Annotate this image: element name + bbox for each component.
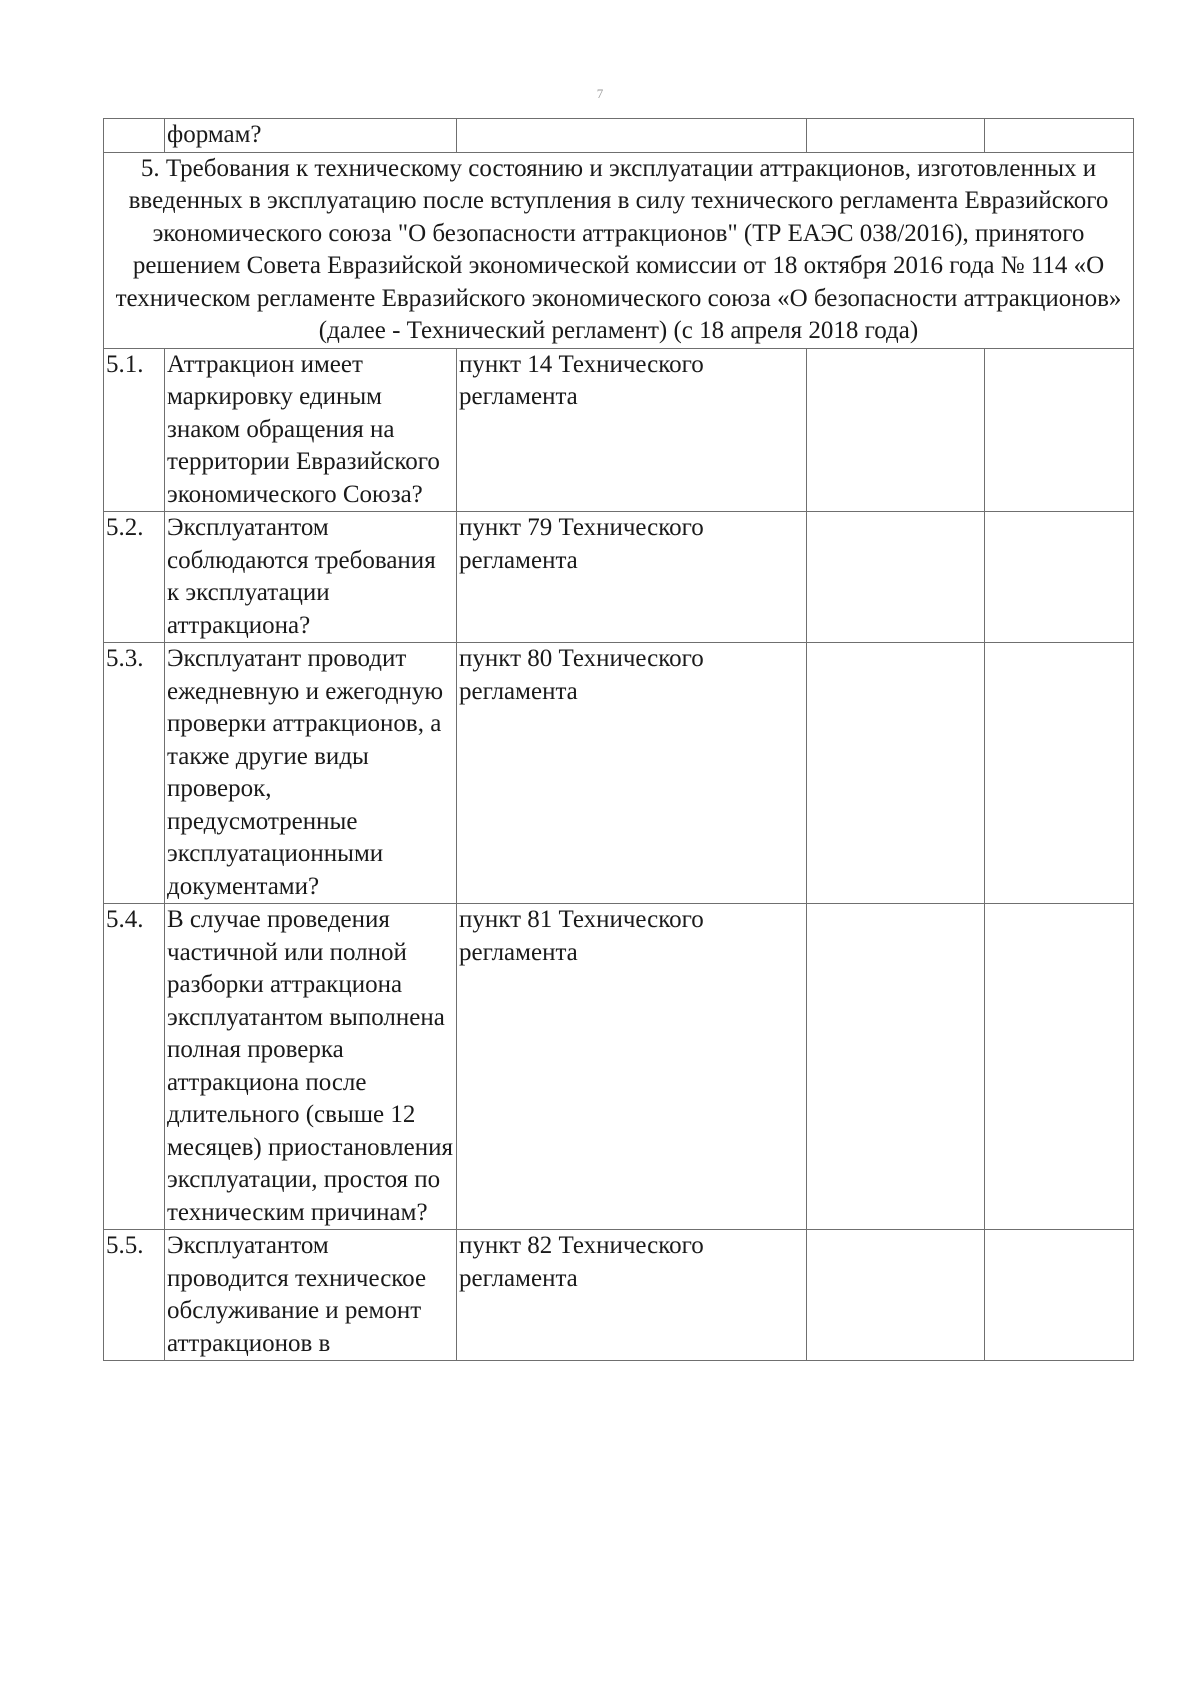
section-heading: 5. Требования к техническому состоянию и эксплуатации аттракционов, изготовленных и введенных в эксплуатацию после вступления в силу технического регламента Евразийского экономического союза "О безопасности аттракционов" (ТР ЕАЭС 038/2016), принятого решением Совета Евразийской экономической комиссии от 18 октября 2016 года № 114 «О техническом регламенте Евразийского экономического союза «О безопасности аттракционов» (далее - Технический регламент) (с 18 апреля 2018 года) bbox=[104, 152, 1134, 348]
table-row-continued bbox=[104, 119, 1134, 153]
row-reference: пункт 80 Технического регламента bbox=[457, 643, 807, 904]
row-reference: пункт 14 Технического регламента bbox=[457, 348, 807, 512]
section-heading-row bbox=[104, 152, 1134, 348]
row-answer-cell bbox=[807, 643, 985, 904]
table-row bbox=[104, 348, 1134, 512]
page-number: 7 bbox=[596, 86, 604, 101]
cell-empty bbox=[457, 119, 807, 153]
row-reference: пункт 79 Технического регламента bbox=[457, 512, 807, 643]
table-row bbox=[104, 904, 1134, 1230]
table-row bbox=[104, 643, 1134, 904]
row-answer-cell bbox=[807, 1230, 985, 1361]
row-answer-cell bbox=[807, 512, 985, 643]
row-number: 5.2. bbox=[104, 512, 165, 643]
checklist-table bbox=[103, 118, 1134, 1361]
row-note-cell bbox=[985, 512, 1134, 643]
row-number: 5.4. bbox=[104, 904, 165, 1230]
cell-num-empty bbox=[104, 119, 165, 153]
row-note-cell bbox=[985, 348, 1134, 512]
row-note-cell bbox=[985, 643, 1134, 904]
row-question: Эксплуатант проводит ежедневную и ежегодную проверки аттракционов, а также другие виды проверок, предусмотренные эксплуатационными документами? bbox=[165, 643, 457, 904]
row-question: В случае проведения частичной или полной разборки аттракциона эксплуатантом выполнена полная проверка аттракциона после длительного (свыше 12 месяцев) приостановления эксплуатации, простоя по техническим причинам? bbox=[165, 904, 457, 1230]
row-note-cell bbox=[985, 1230, 1134, 1361]
row-question: Эксплуатантом соблюдаются требования к эксплуатации аттракциона? bbox=[165, 512, 457, 643]
row-question: Эксплуатантом проводится техническое обслуживание и ремонт аттракционов в bbox=[165, 1230, 457, 1361]
row-question: Аттракцион имеет маркировку единым знаком обращения на территории Евразийского экономического Союза? bbox=[165, 348, 457, 512]
cell-empty bbox=[807, 119, 985, 153]
row-number: 5.3. bbox=[104, 643, 165, 904]
row-reference: пункт 81 Технического регламента bbox=[457, 904, 807, 1230]
row-number: 5.1. bbox=[104, 348, 165, 512]
row-answer-cell bbox=[807, 904, 985, 1230]
cell-empty bbox=[985, 119, 1134, 153]
table-row bbox=[104, 512, 1134, 643]
row-answer-cell bbox=[807, 348, 985, 512]
row-number: 5.5. bbox=[104, 1230, 165, 1361]
continued-question: формам? bbox=[165, 119, 457, 153]
table-row bbox=[104, 1230, 1134, 1361]
row-reference: пункт 82 Технического регламента bbox=[457, 1230, 807, 1361]
row-note-cell bbox=[985, 904, 1134, 1230]
